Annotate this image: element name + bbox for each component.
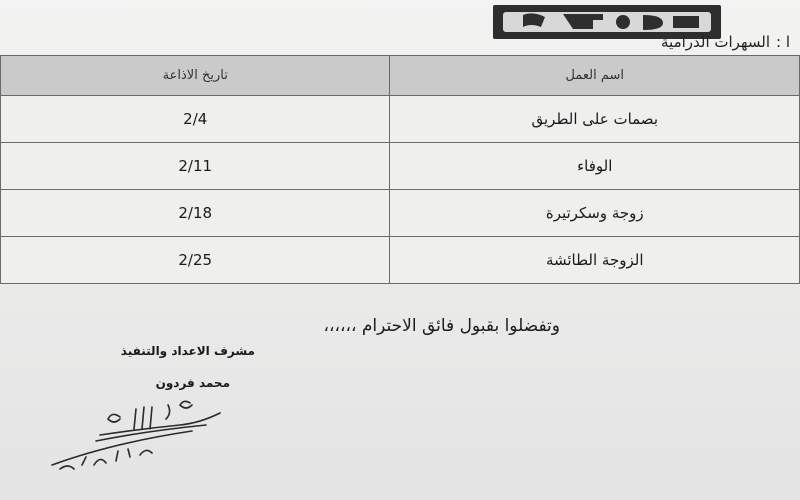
handwritten-signature <box>40 395 240 475</box>
schedule-table <box>0 55 800 284</box>
table-row <box>1 190 800 237</box>
table-row <box>1 237 800 284</box>
column-header-date: تاريخ الاذاعة <box>1 56 390 96</box>
section-title-text: السهرات الدرامية <box>661 33 770 51</box>
broadcast-date-cell: 2/4 <box>1 96 390 143</box>
section-prefix: ا : <box>776 33 790 51</box>
broadcast-date-cell: 2/25 <box>1 237 390 284</box>
work-name-cell: زوجة وسكرتيرة <box>390 190 800 237</box>
work-name-cell: الزوجة الطائشة <box>390 237 800 284</box>
supervisor-name: محمد فردون <box>155 376 230 390</box>
table-header-row <box>1 56 800 96</box>
supervisor-role: مشرف الاعداد والتنفيذ <box>120 344 255 358</box>
table-row <box>1 143 800 190</box>
broadcast-date-cell: 2/11 <box>1 143 390 190</box>
broadcast-date-cell: 2/18 <box>1 190 390 237</box>
section-title <box>661 33 790 51</box>
closing-line: وتفضلوا بقبول فائق الاحترام ،،،،،، <box>323 316 560 336</box>
column-header-name: اسم العمل <box>390 56 800 96</box>
table-row <box>1 96 800 143</box>
work-name-cell: بصمات على الطريق <box>390 96 800 143</box>
schedule-table-wrapper <box>0 55 800 285</box>
work-name-cell: الوفاء <box>390 143 800 190</box>
